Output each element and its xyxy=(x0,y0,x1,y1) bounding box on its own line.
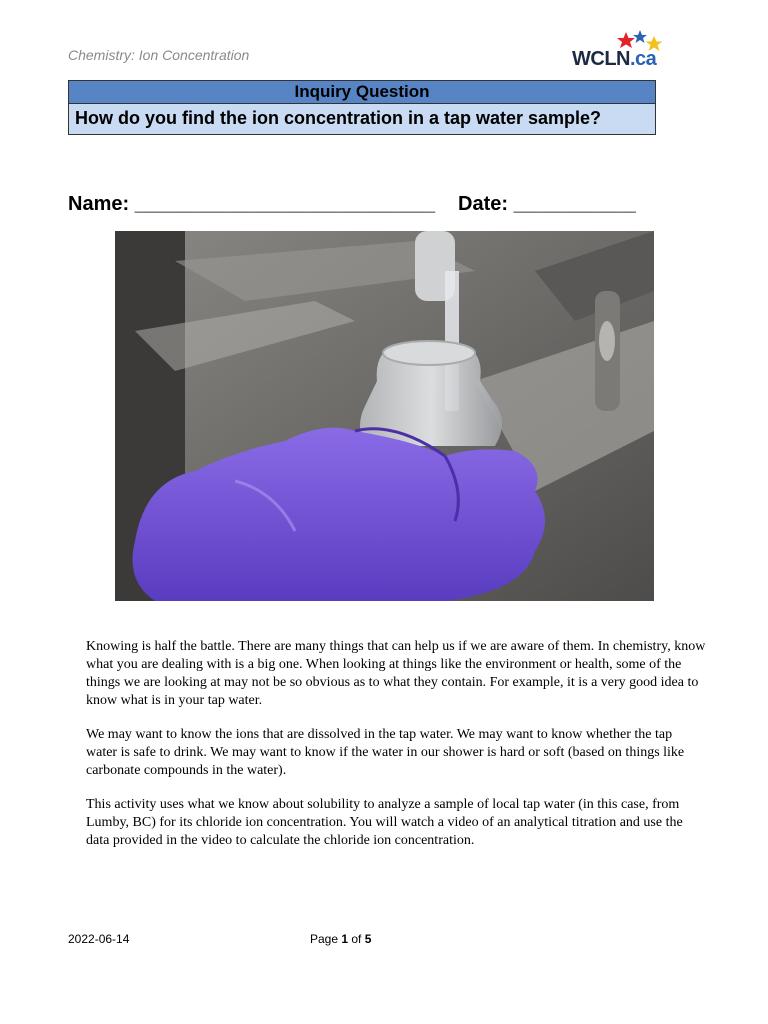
inquiry-title: Inquiry Question xyxy=(69,81,655,104)
footer-date: 2022-06-14 xyxy=(68,932,130,946)
inquiry-question: How do you find the ion concentration in a tap water sample? xyxy=(69,104,655,134)
wcln-logo xyxy=(568,28,668,76)
paragraph: This activity uses what we know about solubility to analyze a sample of local tap water (in this case, from Lumby, BC) for its chloride ion concentration. You will watch a video of an analytical titration and use the data provided in the video to calculate the chloride ion concentration. xyxy=(86,797,683,848)
tap-water-photo xyxy=(115,231,654,601)
course-title: Chemistry: Ion Concentration xyxy=(68,47,250,63)
date-field-label: Date: ___________ xyxy=(458,193,636,215)
page-number: Page 1 of 5 xyxy=(310,932,372,946)
name-date-line xyxy=(68,193,668,216)
paragraph: Knowing is half the battle. There are many things that can help us if we are aware of them. In chemistry, know what you are dealing with is a big one. When looking at things like the environment or health, some of the things we are looking at may not be so obvious as to what they contain. For example, it is a very good idea to know what is in your tap water. xyxy=(86,639,706,708)
inquiry-box xyxy=(68,80,656,135)
paragraph: We may want to know the ions that are dissolved in the tap water. We may want to know whether the tap water is safe to drink. We may want to know if the water in our shower is hard or soft (based on things like carbonate compounds in the water). xyxy=(86,727,685,778)
logo-text: WCLN.ca xyxy=(572,48,657,70)
name-field-label: Name: ___________________________ xyxy=(68,193,436,215)
body-text xyxy=(86,638,706,866)
